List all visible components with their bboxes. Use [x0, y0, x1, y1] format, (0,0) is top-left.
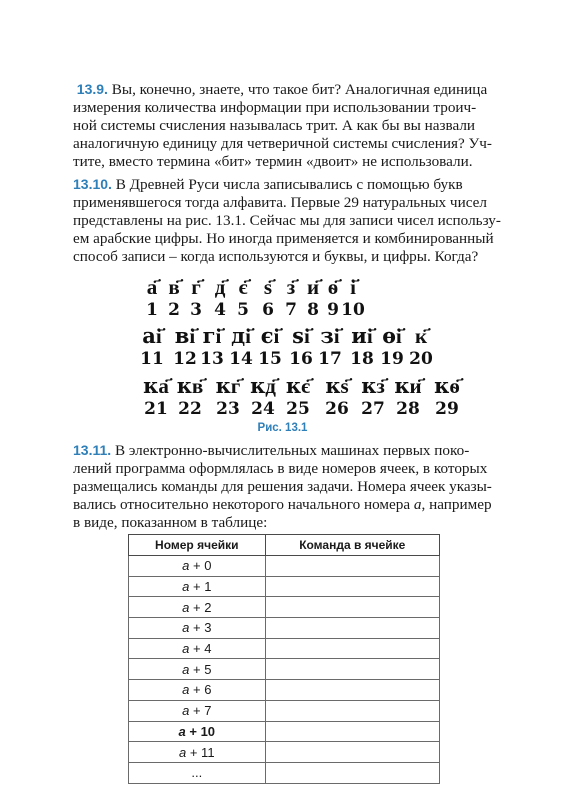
- problem-13-11: [73, 441, 515, 532]
- numeral-digit: 9: [327, 300, 339, 320]
- numeral-digit: 19: [380, 349, 404, 369]
- cell-number: [129, 576, 266, 597]
- table-row: [129, 576, 440, 597]
- problem-text-line: применявшегося тогда алфавита. Первые 29 натуральных чисел: [73, 194, 487, 211]
- numeral-letter: є҃: [238, 274, 248, 299]
- numeral-digit: 20: [409, 349, 433, 369]
- numeral-letter: кг҃: [215, 373, 241, 398]
- problem-number: 13.10.: [73, 176, 112, 192]
- numeral-letter: кд҃: [250, 373, 276, 398]
- cell-command: [265, 742, 439, 763]
- problem-text-line: размещались команды для решения задачи. Номера ячеек указы-: [73, 478, 492, 495]
- cell-command: [265, 576, 439, 597]
- cell-offset: + 0: [189, 558, 212, 574]
- numeral-digit: 18: [350, 349, 374, 369]
- numeral-digit: 17: [318, 349, 342, 369]
- numeral-letter: в҃: [168, 274, 180, 299]
- numeral-letter: і҃: [350, 274, 356, 299]
- numeral-digit: 26: [325, 399, 349, 419]
- numeral-letter: кз҃: [361, 373, 385, 398]
- numeral-letter: зі҃: [320, 323, 340, 348]
- numeral-digit: 13: [200, 349, 224, 369]
- numeral-digit: 2: [168, 300, 180, 320]
- problem-text-line: ем арабские цифры. Но иногда применяется и комбинированный: [73, 230, 494, 247]
- cell-offset: ...: [191, 765, 203, 781]
- problem-text-line: тите, вместо термина «бит» термин «двоит» не использовали.: [73, 153, 473, 170]
- problem-text-line: вались относительно некоторого начального номера: [73, 496, 414, 513]
- cell-command: [265, 618, 439, 639]
- numeral-digit: 23: [216, 399, 240, 419]
- cell-command: [265, 597, 439, 618]
- numeral-letter: иі҃: [351, 323, 373, 348]
- cell-command: [265, 700, 439, 721]
- numeral-letter: г҃: [191, 274, 201, 299]
- numeral-letter: з҃: [286, 274, 296, 299]
- numeral-letter: ка҃: [143, 373, 169, 398]
- numeral-digit: 12: [173, 349, 197, 369]
- problem-number: 13.11.: [73, 442, 112, 458]
- column-header-command: Команда в ячейке: [265, 535, 439, 556]
- numeral-digit: 1: [146, 300, 158, 320]
- cell-variable: a: [182, 579, 190, 595]
- numeral-digit: 22: [178, 399, 202, 419]
- cell-variable: a: [182, 682, 190, 698]
- problem-text-line: Вы, конечно, знаете, что такое бит? Аналогичная единица: [111, 81, 488, 98]
- numeral-letter: кв҃: [176, 373, 204, 398]
- variable-a: a: [413, 496, 422, 513]
- cell-number: [129, 556, 266, 577]
- cell-number: [129, 638, 266, 659]
- numeral-digit: 28: [396, 399, 420, 419]
- problem-text-line: аналогичную единицу для четверичной системы счисления? Уч-: [73, 135, 492, 152]
- problem-number: 13.9.: [76, 81, 108, 97]
- numeral-letter: ѕ҃: [263, 274, 273, 299]
- numeral-letter: гі҃: [202, 323, 222, 348]
- numeral-letter: к҃: [414, 323, 428, 348]
- cell-command: [265, 680, 439, 701]
- numeral-letter: ѳ҃: [327, 274, 339, 299]
- table-row: [129, 680, 440, 701]
- numeral-digit: 8: [307, 300, 319, 320]
- cell-number: [129, 721, 266, 742]
- numeral-letter: ві҃: [174, 323, 196, 348]
- cell-variable: a: [182, 599, 190, 615]
- cell-number: [129, 742, 266, 763]
- cell-variable: a: [179, 744, 187, 760]
- numeral-letter: а҃: [146, 274, 158, 299]
- table-header-row: [129, 535, 440, 556]
- numeral-digit: 11: [140, 349, 164, 369]
- numeral-digit: 25: [286, 399, 310, 419]
- numeral-digit: 24: [251, 399, 275, 419]
- problem-text-line: измерения количества информации при использовании троич-: [73, 99, 477, 116]
- cell-offset: + 6: [189, 682, 212, 698]
- problem-text-line: В электронно-вычислительных машинах первых поко-: [114, 442, 470, 459]
- table-row: [129, 742, 440, 763]
- table-row: [129, 762, 440, 783]
- cell-offset: + 7: [189, 703, 212, 719]
- cell-offset: + 1: [189, 579, 212, 595]
- problem-text-line: в виде, показанном в таблице:: [73, 514, 268, 531]
- cell-command: [265, 638, 439, 659]
- numeral-letter: ки҃: [394, 373, 422, 398]
- table-row: [129, 597, 440, 618]
- numeral-letter: аі҃: [142, 323, 162, 348]
- cell-number: [129, 659, 266, 680]
- numeral-digit: 5: [237, 300, 249, 320]
- cell-number: [129, 618, 266, 639]
- table-row: [129, 556, 440, 577]
- numeral-digit: 4: [214, 300, 226, 320]
- cell-offset: + 2: [189, 599, 212, 615]
- cell-variable: a: [182, 703, 190, 719]
- table-row: [129, 721, 440, 742]
- cell-number: [129, 700, 266, 721]
- cell-command: [265, 762, 439, 783]
- cell-variable: a: [182, 661, 190, 677]
- cell-command: [265, 721, 439, 742]
- problem-13-9: [73, 80, 515, 171]
- cell-number: [129, 762, 266, 783]
- numeral-letter: ѕі҃: [292, 323, 310, 348]
- numeral-letter: єі҃: [260, 323, 280, 348]
- numeral-digit: 10: [341, 300, 365, 320]
- table-row: [129, 659, 440, 680]
- table-row: [129, 700, 440, 721]
- cell-variable: a: [182, 641, 190, 657]
- numeral-digit: 27: [361, 399, 385, 419]
- numeral-letter: кє҃: [285, 373, 311, 398]
- numeral-letter: кѕ҃: [325, 373, 349, 398]
- problem-text-line: ной системы счисления называлась трит. А как бы вы назвали: [73, 117, 476, 134]
- problem-text-line: лений программа оформлялась в виде номеров ячеек, в которых: [73, 460, 488, 477]
- cell-command: [265, 556, 439, 577]
- numeral-digit: 21: [144, 399, 168, 419]
- numeral-letter: ді҃: [231, 323, 251, 348]
- cell-number: [129, 597, 266, 618]
- problem-text-line: представлены на рис. 13.1. Сейчас мы для записи чисел использу-: [73, 212, 501, 229]
- numeral-digit: 29: [435, 399, 459, 419]
- numeral-digit: 7: [285, 300, 297, 320]
- numeral-digit: 6: [262, 300, 274, 320]
- cell-variable: a: [182, 558, 190, 574]
- cell-variable: a: [182, 620, 190, 636]
- problem-text-line: способ записи – когда используются и буквы, и цифры. Когда?: [73, 248, 479, 265]
- cell-command-table: [128, 534, 440, 784]
- cell-command: [265, 659, 439, 680]
- problem-13-10: [73, 175, 515, 266]
- cell-offset: + 11: [186, 744, 215, 760]
- numeral-letter: и҃: [306, 274, 320, 299]
- numeral-letter: ѳі҃: [382, 323, 402, 348]
- figure-caption: Рис. 13.1: [257, 422, 308, 434]
- column-header-cell-number: Номер ячейки: [129, 535, 266, 556]
- numeral-letter: д҃: [214, 274, 226, 299]
- cell-number: [129, 680, 266, 701]
- cell-offset: + 3: [189, 620, 212, 636]
- table-row: [129, 638, 440, 659]
- numeral-digit: 14: [229, 349, 253, 369]
- problem-text-line: В Древней Руси числа записывались с помощью букв: [115, 176, 463, 193]
- numeral-letter: кѳ҃: [434, 373, 460, 398]
- cell-offset: + 5: [189, 661, 212, 677]
- table-row: [129, 618, 440, 639]
- numeral-digit: 3: [190, 300, 202, 320]
- cell-offset: + 10: [185, 723, 216, 739]
- cell-variable: a: [178, 723, 186, 739]
- problem-text-line: , например: [421, 496, 492, 513]
- numeral-digit: 16: [289, 349, 313, 369]
- numeral-digit: 15: [258, 349, 282, 369]
- cell-offset: + 4: [189, 641, 212, 657]
